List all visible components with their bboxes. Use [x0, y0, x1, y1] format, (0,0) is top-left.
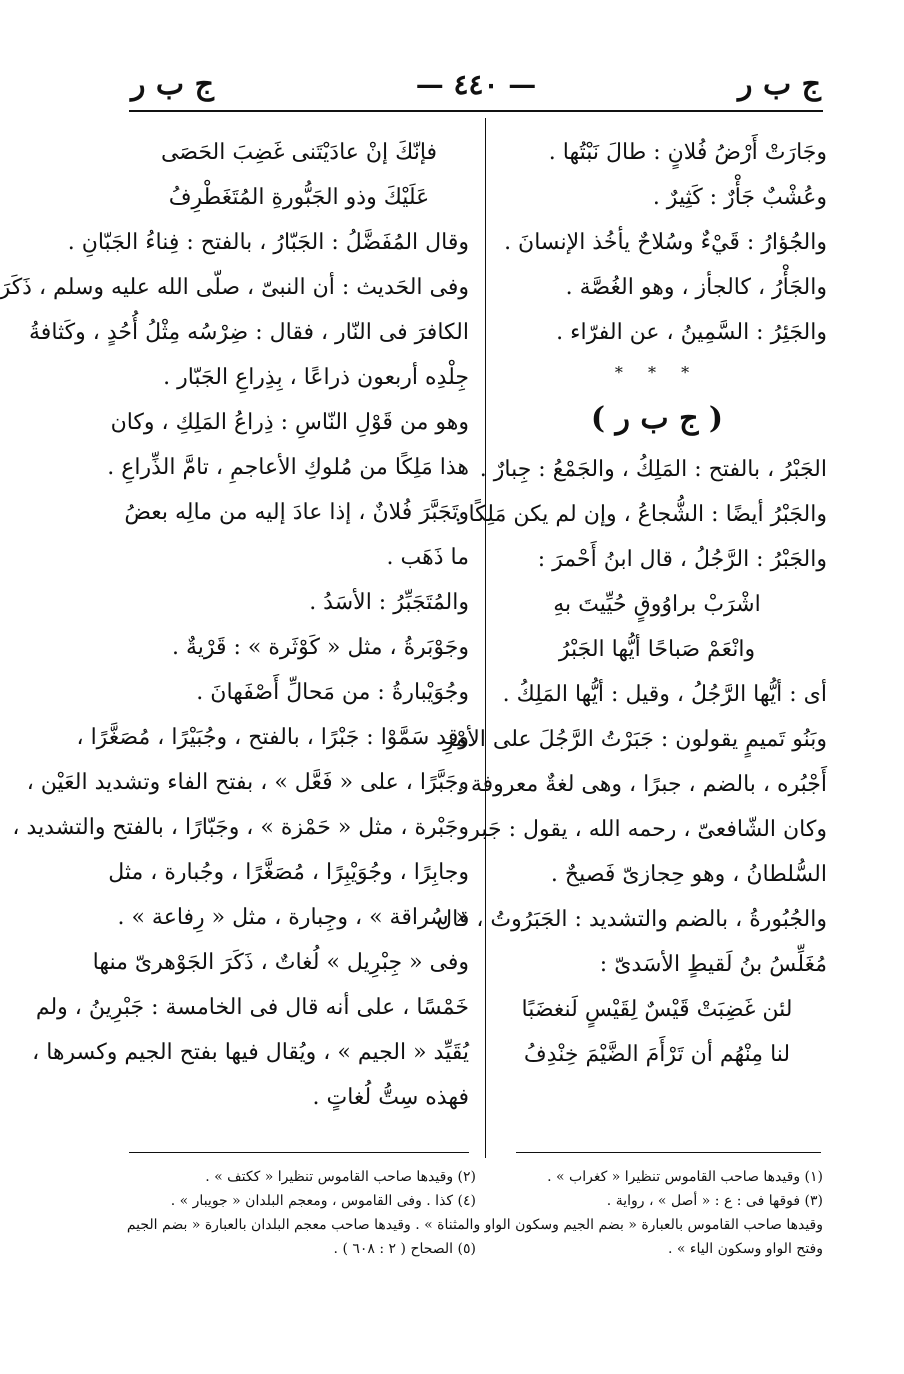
text-line: يُقَيِّد « الجيم » ، ويُقال فيها بفتح الجيم وكسرها ، — [32, 1040, 469, 1065]
text-line: والجَبْرُ أيضًا : الشُّجاعُ ، وإن لم يكن مَلِكًا . — [454, 502, 827, 527]
text-line: الكافرَ فى النّار ، فقال : ضِرْسُه مِثْلُ أُحُدٍ ، وكَثافةُ — [29, 320, 469, 345]
text-line: « سُراقة » ، وجِبارة ، مثل « رِفاعة » . — [117, 905, 469, 930]
text-line: هذا مَلِكًا من مُلوكِ الأعاجمِ ، تامَّ الذِّراعِ . — [107, 455, 469, 480]
text-line: وقال المُفَضَّلُ : الجَبّارُ ، بالفتح : فِناءُ الجَبّانِ . — [67, 230, 469, 255]
header-rule — [129, 110, 823, 112]
column-divider — [485, 118, 486, 1158]
text-line: وجَبَّرًا ، على « فَعَّل » ، بفتح الفاء وتشديد العَيْن ، — [26, 770, 469, 795]
footnote-rule-left — [129, 1152, 469, 1153]
text-line: وجَارَتْ أَرْضُ فُلانٍ : طالَ نَبْتُها . — [548, 140, 827, 165]
footnote-row — [129, 1237, 823, 1261]
text-line: وقد سَمَّوْا : جَبْرًا ، بالفتح ، وجُبَيْرًا ، مُصَغَّرًا ، — [76, 725, 469, 750]
text-line: وكان الشّافعىّ ، رحمه الله ، يقول : جَبر — [469, 817, 827, 842]
text-line: وفى الحَديث : أن النبىّ ، صلّى الله عليه وسلم ، ذَكَرَ — [0, 275, 469, 300]
verse-line: فإنّكَ إنْ عادَيْتَنى غَضِبَ الحَصَى — [160, 140, 438, 165]
text-line: والمُتَجَبِّرُ : الأسَدُ . — [309, 590, 469, 615]
footnotes — [126, 1165, 823, 1261]
footnote-4: (٤) كذا . وفى القاموس ، ومعجم البلدان « جويبار » . — [170, 1193, 476, 1209]
section-separator: * * * — [614, 363, 700, 382]
text-line: جِلْدِه أربعون ذراعًا ، بِذِراعِ الجَبّار . — [163, 365, 469, 390]
text-line: فهذه سِتُّ لُغاتٍ . — [312, 1085, 469, 1110]
text-line: أى : أيُّها الرَّجُلُ ، وقيل : أيُّها المَلِكُ . — [502, 682, 827, 707]
text-line: الجَبْرُ ، بالفتح : المَلِكُ ، والجَمْعُ : جِبارٌ . — [479, 457, 827, 482]
footnote-row — [129, 1189, 823, 1213]
footnote-2: (٢) وقيدها صاحب القاموس تنظيرا « ككتف » . — [205, 1169, 476, 1185]
text-line: السُّلطانُ ، وهو حِجازىّ فَصيحٌ . — [550, 862, 827, 887]
header-root-right: ج ب ر — [738, 66, 821, 102]
footnote-5: (٥) الصحاح ( ٢ : ٦٠٨ ) . — [333, 1241, 476, 1257]
text-line: ما ذَهَب . — [386, 545, 469, 570]
text-line: وفى « جِبْرِيل » لُغاتٌ ، ذَكَرَ الجَوْهرىّ منها — [92, 950, 469, 975]
text-line: والجُؤارُ : قَيْءٌ وسُلاحٌ يأخُذ الإنسانَ . — [504, 230, 827, 255]
text-line: وجابِرًا ، وجُوَيْبِرًا ، مُصَغَّرًا ، وجُبارة ، مثل — [108, 860, 469, 885]
verse-line: لنا مِنْهُم أن تَرْأَمَ الضَّيْمَ خِنْدِفُ — [523, 1042, 791, 1067]
verse-line: عَلَيْكَ وذو الجَبُّورةِ المُتَغَطْرِفُ — [168, 185, 430, 210]
text-line: وجَوْبَرةُ ، مثل « كَوْثَرة » : قَرْيةٌ . — [171, 635, 469, 660]
text-line: وتَجَبَّرَ فُلانٌ ، إذا عادَ إليه من مالِه بعضُ — [124, 500, 469, 525]
left-column — [0, 130, 469, 1150]
text-line: خَمْسًا ، على أنه قال فى الخامسة : جَبْرِينُ ، ولم — [35, 995, 469, 1020]
verse-line: اشْرَبْ براوُوقٍ حُيِّيتَ بهِ — [553, 592, 761, 617]
footnote-4-note-end: وفتح الواو وسكون الياء » . — [668, 1241, 823, 1257]
text-line: وعُشْبٌ جَأْرٌ : كَثِيرٌ . — [652, 185, 827, 210]
text-line: وجَبْرة ، مثل « حَمْزة » ، وجَبّارًا ، بالفتح والتشديد ، — [12, 815, 469, 840]
text-line: وبَنُو تَميمٍ يقولون : جَبَرْتُ الرَّجُلَ على الأمْرِ — [443, 727, 827, 752]
footnote-3: (٣) فوقها فى : ع : « أصل » ، رواية . — [606, 1193, 823, 1209]
header-root-left: ج ب ر — [131, 66, 214, 102]
footnote-row — [129, 1165, 823, 1189]
text-line: وهو من قَوْلِ النّاسِ : ذِراعُ المَلِكِ ، وكان — [110, 410, 469, 435]
text-line: أَجْبُره ، بالضم ، جبرًا ، وهى لغةٌ معروفة . — [456, 772, 827, 797]
section-title: ( ج ب ر ) — [590, 401, 724, 436]
verse-line: لئن غَضِبَتْ قَيْسٌ لِقَيْسٍ لَنغضَبًا — [521, 997, 793, 1022]
page-header — [131, 62, 821, 106]
verse-line: وانْعَمْ صَباحًا أيُّها الجَبْرُ — [558, 637, 756, 662]
text-line: والجَأْرُ ، كالجأز ، وهو الغُصَّة . — [565, 275, 827, 300]
footnote-rule-right — [516, 1152, 821, 1153]
text-line: والجَبْرُ : الرَّجُلُ ، قال ابنُ أَحْمرَ : — [537, 547, 827, 572]
text-line: والجَئِرُ : السَّمِينُ ، عن الفرّاء . — [556, 320, 827, 345]
right-column — [436, 130, 827, 1150]
text-line: والجُبُورةُ ، بالضم والتشديد : الجَبَرُوتُ ، قال — [436, 907, 827, 932]
text-line: وجُوَيْبارةُ : من مَحالِّ أَصْفَهانَ . — [196, 680, 469, 705]
text-line: مُغَلِّسُ بنُ لَقيطٍ الأسَدىّ : — [599, 952, 827, 977]
page-number: — ٤٤٠ — — [415, 67, 537, 101]
footnote-1: (١) وقيدها صاحب القاموس تنظيرا « كغراب » . — [547, 1169, 823, 1185]
footnote-4-note: وقيدها صاحب القاموس بالعبارة « بضم الجيم وسكون الواو والمثناة » . وقيدها صاحب معجم البلدان بالعبارة « بضم الجيم — [126, 1217, 823, 1233]
